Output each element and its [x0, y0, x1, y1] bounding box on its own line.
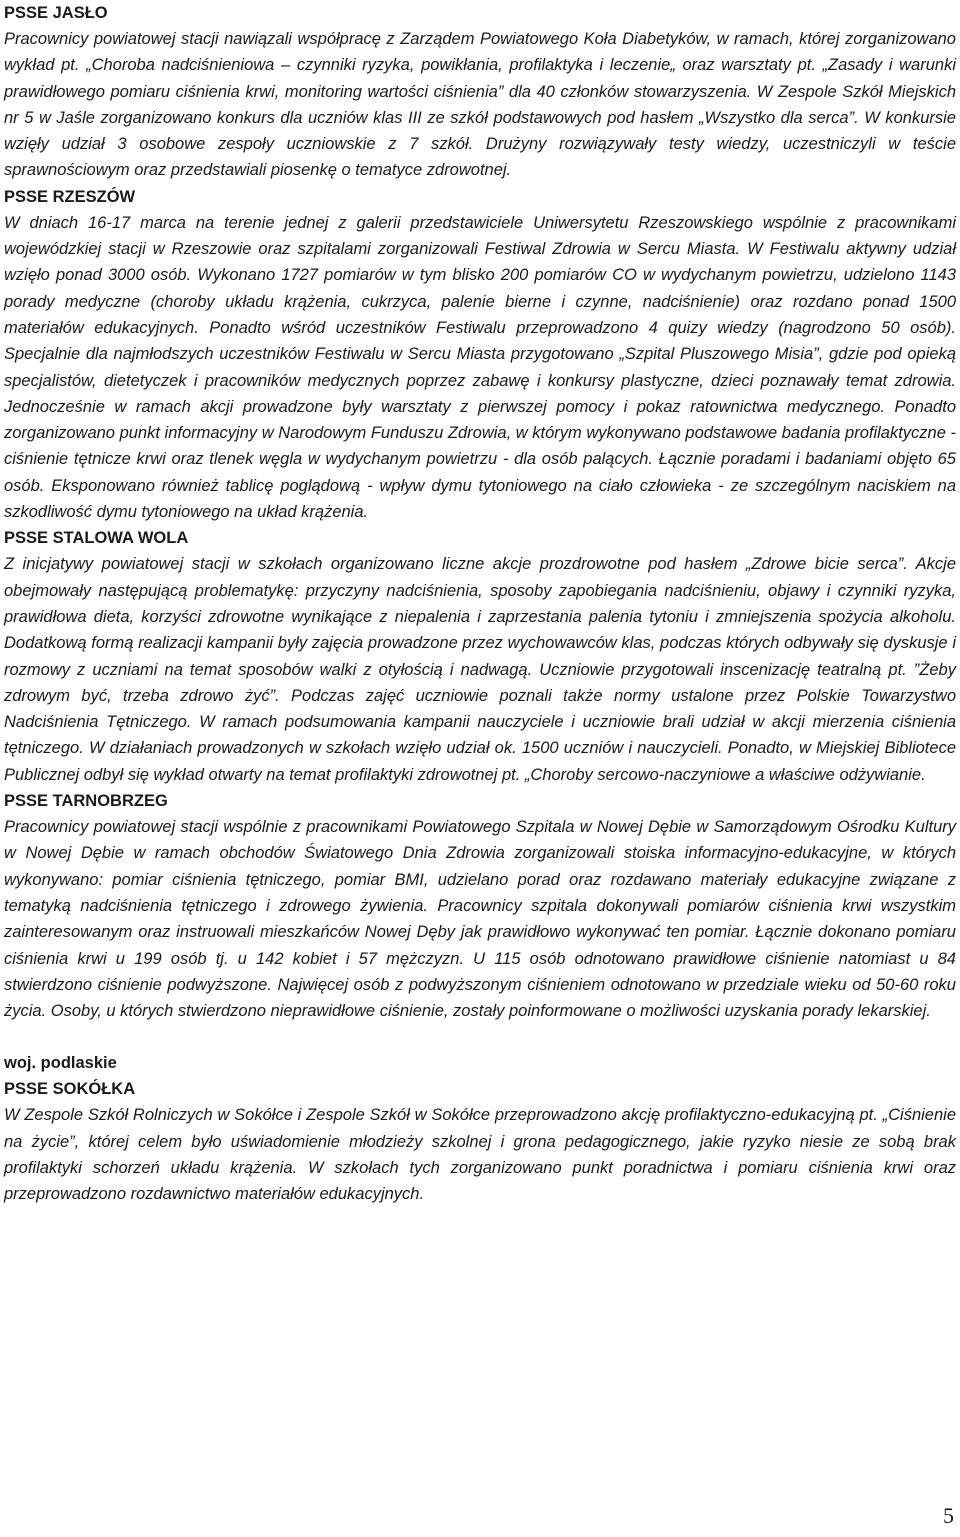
section-text-rzeszow: W dniach 16-17 marca na terenie jednej z galerii przedstawiciele Uniwersytetu Rzeszowskiego wspólnie z pracownikami wojewódzkiej stacji w Rzeszowie oraz szpitalami zorganizowali Festiwal Zdrowia w Sercu Miasta. W Festiwalu aktywny udział wzięło ponad 3000 osób. Wykonano 1727 pomiarów w tym blisko 200 pomiarów CO w wydychanym powietrzu, udzielono 1143 porady medyczne (choroby układu krążenia, cukrzyca, palenie bierne i czynne, nadciśnienie) oraz rozdano ponad 1500 materiałów edukacyjnych. Ponadto wśród uczestników Festiwalu przeprowadzono 4 quizy wiedzy (nagrodzono 50 osób). Specjalnie dla najmłodszych uczestników Festiwalu w Sercu Miasta przygotowano „Szpital Pluszowego Misia”, gdzie pod opieką specjalistów, dietetyczek i pracowników medycznych poprzez zabawę i konkursy plastyczne, dzieci poznawały temat zdrowia. Jednocześnie w ramach akcji prowadzone były warsztaty z pierwszej pomocy i pokaz ratownictwa medycznego. Ponadto zorganizowano punkt informacyjny w Narodowym Funduszu Zdrowia, w którym wykonywano podstawowe badania profilaktyczne - ciśnienie tętnicze krwi oraz tlenek węgla w wydychanym powietrzu - dla osób palących. Łącznie poradami i badaniami objęto 65 osób. Eksponowano również tablicę poglądową - wpływ dymu tytoniowego na ciało człowieka - ze szczególnym naciskiem na szkodliwość dymu tytoniowego na układ krążenia.	[4, 213, 956, 522]
section-heading-jaslo: PSSE JASŁO	[4, 4, 108, 22]
section-text-sokolka: W Zespole Szkół Rolniczych w Sokółce i Zespole Szkół w Sokółce przeprowadzono akcję profilaktyczno-edukacyjną pt. „Ciśnienie na życie”, której celem było uświadomienie młodzieży szkolnej i grona pedagogicznego, jakie ryzyko niesie ze sobą brak profilaktyki schorzeń układu krążenia. W szkołach tych zorganizowano punkt poradnictwa i pomiaru ciśnienia krwi oraz przeprowadzono rozdawnictwo materiałów edukacyjnych.	[4, 1106, 956, 1204]
section-text-tarnobrzeg: Pracownicy powiatowej stacji wspólnie z pracownikami Powiatowego Szpitala w Nowej Dębie w Samorządowym Ośrodku Kultury w Nowej Dębie w ramach obchodów Światowego Dnia Zdrowia zorganizowali stoiska informacyjno-edukacyjne, w których wykonywano: pomiar ciśnienia tętniczego, pomiar BMI, udzielano porad oraz rozdawano materiały edukacyjne związane z tematyką nadciśnienia tętniczego i zdrowego żywienia. Pracownicy szpitala dokonywali pomiarów ciśnienia krwi wszystkim zainteresowanym oraz instruowali mieszkańców Nowej Dęby jak prawidłowo wykonywać ten pomiar. Łącznie dokonano pomiaru ciśnienia krwi u 199 osób tj. u 142 kobiet i 57 mężczyzn. U 115 osób odnotowano prawidłowe ciśnienie natomiast u 84 stwierdzono ciśnienie podwyższone. Najwięcej osób z podwyższonym ciśnieniem odnotowano w przedziale wieku od 50-60 roku życia. Osoby, u których stwierdzono nieprawidłowe ciśnienie, zostały poinformowane o możliwości uzyskania porady lekarskiej.	[4, 818, 956, 1021]
section-heading-tarnobrzeg: PSSE TARNOBRZEG	[4, 792, 168, 811]
page-number: 5	[943, 1503, 954, 1528]
section-text-jaslo: Pracownicy powiatowej stacji nawiązali współpracę z Zarządem Powiatowego Koła Diabetyków, w ramach, której zorganizowano wykład pt. „Choroba nadciśnieniowa – czynniki ryzyka, powikłania, profilaktyka i leczenie„ oraz warsztaty pt. „Zasady i warunki prawidłowego pomiaru ciśnienia krwi, monitoring wartości ciśnienia” dla 40 członków stowarzyszenia. W Zespole Szkół Miejskich nr 5 w Jaśle zorganizowano konkurs dla uczniów klas III ze szkół podstawowych pod hasłem „Wszystko dla serca”. W konkursie wzięły udział 3 osobowe zespoły uczniowskie z 7 szkół. Drużyny rozwiązywały testy wiedzy, uczestniczyli w teście sprawnościowym oraz przedstawiali piosenkę o tematyce zdrowotnej.	[4, 30, 956, 180]
document-page	[4, 0, 956, 1208]
section-heading-rzeszow: PSSE RZESZÓW	[4, 187, 136, 206]
section-heading-stalowa-wola: PSSE STALOWA WOLA	[4, 529, 189, 548]
region-heading: woj. podlaskie	[4, 1054, 117, 1073]
section-text-stalowa-wola: Z inicjatywy powiatowej stacji w szkołach organizowano liczne akcje prozdrowotne pod hasłem „Zdrowe bicie serca”. Akcje obejmowały następującą problematykę: przyczyny nadciśnienia, sposoby zapobiegania nadciśnieniu, objawy i czynniki ryzyka, prawidłowa dieta, korzyści zdrowotne wynikające z niepalenia i zaprzestania palenia tytoniu i zmniejszenia spożycia alkoholu. Dodatkową formą realizacji kampanii były zajęcia prowadzone przez wychowawców klas, podczas których odbywały się dyskusje i rozmowy z uczniami na temat sposobów walki z otyłością i nadwagą. Uczniowie przygotowali inscenizację teatralną pt. ”Żeby zdrowym być, trzeba zdrowo żyć”. Podczas zajęć uczniowie poznali także normy ustalone przez Polskie Towarzystwo Nadciśnienia Tętniczego. W ramach podsumowania kampanii nauczyciele i uczniowie brali udział w akcji mierzenia ciśnienia tętniczego. W działaniach prowadzonych w szkołach wzięło udział ok. 1500 uczniów i nauczycieli. Ponadto, w Miejskiej Bibliotece Publicznej odbył się wykład otwarty na temat profilaktyki zdrowotnej pt. „Choroby sercowo-naczyniowe a właściwe odżywianie.	[4, 555, 956, 784]
section-heading-sokolka: PSSE SOKÓŁKA	[4, 1080, 136, 1099]
spacer	[4, 1024, 956, 1050]
